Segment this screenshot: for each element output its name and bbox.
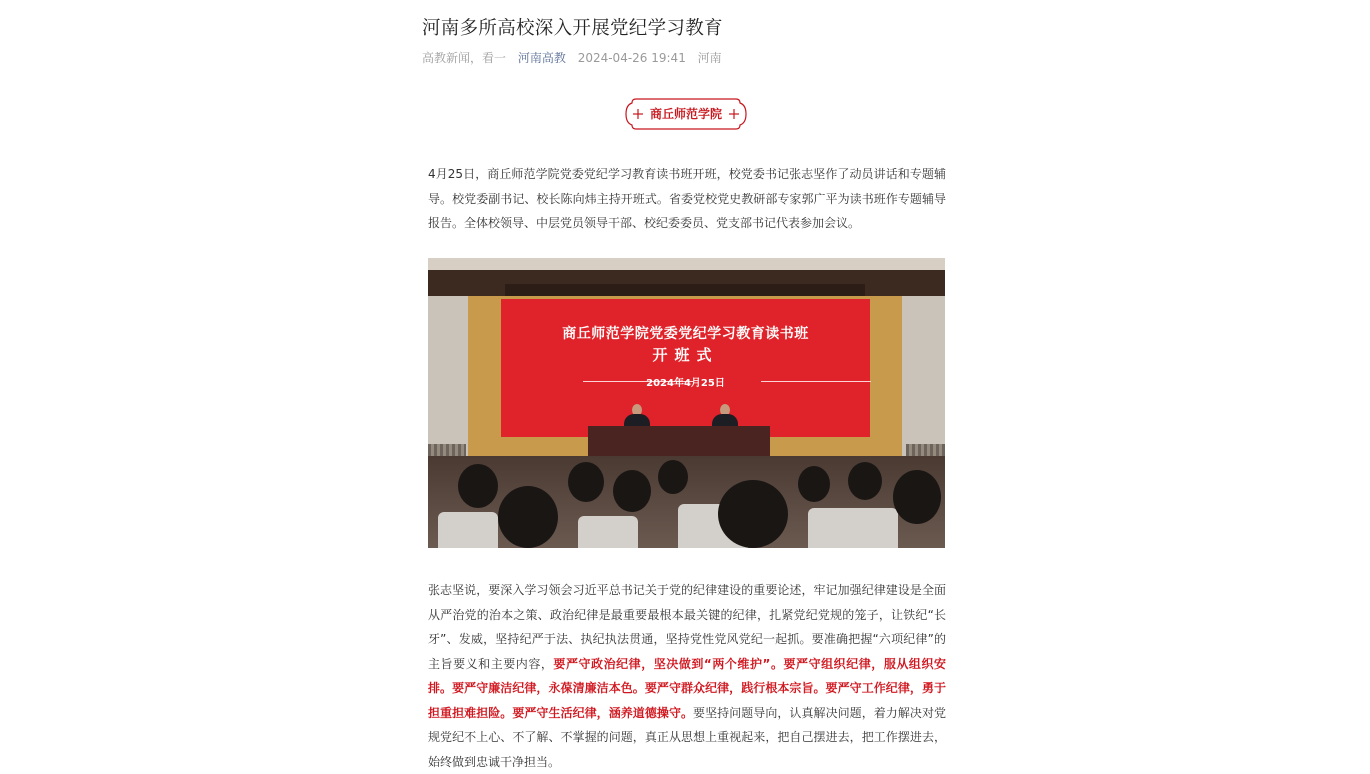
publish-location: 河南 [697,51,722,65]
paragraph-2-text-end: 要坚持问题导向，认真解决问题，着力解决对党规党纪不上心、不了解、不掌握的问题，真正从思想上重视起来，把自己摆进去，把工作摆进去，始终做到忠诚干净担当。 [428,705,946,769]
paragraph-1: 4月25日，商丘师范学院党委党纪学习教育读书班开班，校党委书记张志坚作了动员讲话和专题辅导。校党委副书记、校长陈向炜主持开班式。省委党校党史教研部专家郭广平为读书班作专题辅导报告。全体校领导、中层党员领导干部、校纪委委员、党支部书记代表参加会议。 [428,167,946,230]
paragraph-2 [428,578,946,774]
account-name-link[interactable]: 河南高教 [517,51,566,65]
meta-source: 高教新闻，看一 [422,51,507,65]
photo-ceiling [428,258,945,270]
photo-beam [428,270,945,296]
section-badge [624,97,748,131]
article-meta [422,49,730,66]
publish-datetime: 2024-04-26 19:41 [577,51,686,65]
paragraph-2-text: 张志坚说，要深入学习领会习近平总书记关于党的纪律建设的重要论述，牢记加强纪律建设是全面从严治党的治本之策、政治纪律是最重要最根本最关键的纪律，扎紧党纪党规的笼子，让铁纪“长牙”、发威，坚持纪严于法、执纪执法贯通，坚持党性党风党纪一起抓。要准确把握“六项纪律”的主旨要义和主要内容， [428,583,946,671]
paragraph-2-highlight: 要严守政治纪律，坚决做到“两个维护”。要严守组织纪律，服从组织安排。要严守廉洁纪律，永葆清廉洁本色。要严守群众纪律，践行根本宗旨。要严守工作纪律，勇于担重担难担险。要严守生活纪律，涵养道德操守。 [428,656,946,720]
photo-audience [428,456,945,548]
article-photo[interactable] [428,258,945,548]
screen-subtitle: 开班式 [652,346,719,364]
screen-date: 2024年4月25日 [646,378,725,389]
photo-led-screen [501,299,870,437]
screen-title: 商丘师范学院党委党纪学习教育读书班 [562,326,809,342]
article-title: 河南多所高校深入开展党纪学习教育 [422,18,723,39]
badge-label: 商丘师范学院 [649,107,722,121]
